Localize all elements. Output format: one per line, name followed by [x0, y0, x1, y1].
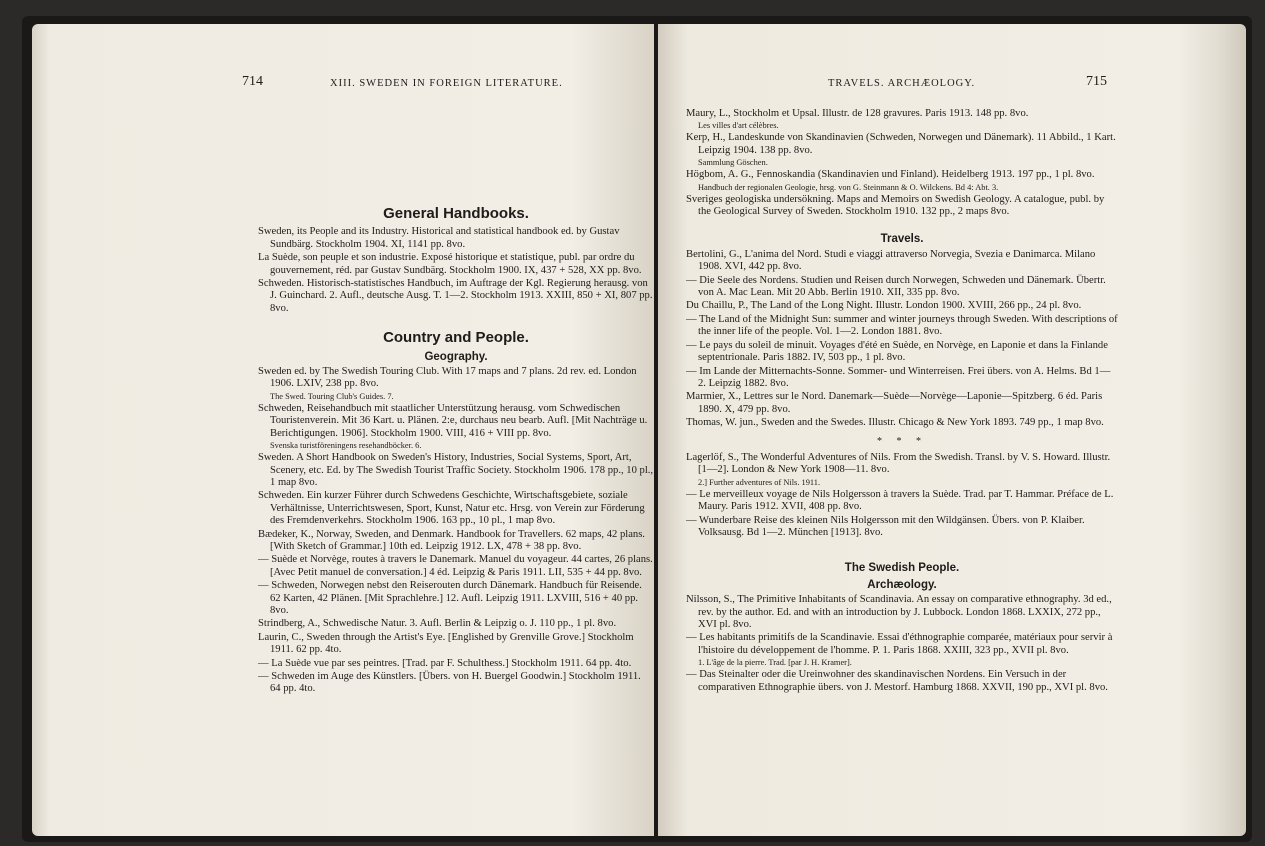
bib-entry: — Les habitants primitifs de la Scandinavie. Essai d'éthnographie comparée, matériaux pour servir à l'histoire du développement de l'homme. P. 1. Paris 1868. XXIII, 323 pp., XVII pl. 8vo. — [686, 632, 1113, 656]
bib-entry: Sveriges geologiska undersökning. Maps and Memoirs on Swedish Geology. A catalogue, publ. by the Geological Survey of Sweden. Stockholm 1910. 132 pp., 2 maps 8vo. — [686, 193, 1105, 218]
bib-entry: — Schweden im Auge des Künstlers. [Übers. von H. Buergel Goodwin.] Stockholm 1911. 64 pp. 4to. — [258, 671, 641, 695]
bib-entry: Sweden. A Short Handbook on Sweden's History, Industries, Social Systems, Sport, Art, Scenery, etc. Ed. by The Swedish Tourist Traffic Society. Stockholm 1906. 178 pp., 10 pl., 1 map 8vo. — [258, 452, 654, 488]
section-subheading: Archæology. — [867, 578, 937, 591]
series-note: 2.] Further adventures of Nils. 1911. — [698, 477, 821, 487]
bib-entry: — Das Steinalter oder die Ureinwohner des skandinavischen Nordens. Ein Versuch in der comparativen Ethnographie übers. von J. Mestorf. Hamburg 1868. XXVII, 190 pp., XVI pl. 8vo. — [686, 669, 1108, 693]
left-page-content — [258, 202, 654, 697]
section-heading: Country and People. — [383, 329, 529, 347]
bib-entry: — Suède et Norvège, routes à travers le Danemark. Manuel du voyageur. 44 cartes, 26 plans. [Avec Petit manuel de conversation.] 4 éd. Leipzig & Paris 1911. LII, 535 + 44 pp. 8vo. — [258, 554, 653, 578]
bib-entry: Strindberg, A., Schwedische Natur. 3. Aufl. Berlin & Leipzig o. J. 110 pp., 1 pl. 8vo. — [258, 618, 617, 630]
bib-entry: Kerp, H., Landeskunde von Skandinavien (Schweden, Norwegen und Dänemark). 11 Abbild., 1 Kart. Leipzig 1904. 138 pp. 8vo. — [686, 132, 1116, 156]
bib-entry: — Die Seele des Nordens. Studien und Reisen durch Norwegen, Schweden und Dänemark. Übertr. von A. Mac Lean. Mit 20 Abb. Berlin 1910. XII, 335 pp. 8vo. — [686, 274, 1106, 299]
page-number: 714 — [242, 74, 263, 89]
running-head: TRAVELS. ARCHÆOLOGY. — [828, 78, 976, 89]
book-spread — [22, 16, 1252, 842]
bib-entry: Thomas, W. jun., Sweden and the Swedes. Illustr. Chicago & New York 1893. 749 pp., 1 map 8vo. — [686, 417, 1104, 429]
section-separator: * * * — [877, 435, 927, 447]
bib-entry: Schweden. Historisch-statistisches Handbuch, im Auftrage der Kgl. Regierung herausg. von J. Guinchard. 2. Aufl., deutsche Ausg. T. 1—2. Stockholm 1913. XXIII, 850 + XI, 807 pp. 8vo. — [258, 278, 653, 314]
right-page-content — [686, 108, 1118, 695]
bib-entry: Högbom, A. G., Fennoskandia (Skandinavien und Finland). Heidelberg 1913. 197 pp., 1 pl. 8vo. — [686, 169, 1095, 181]
page-number: 715 — [1086, 74, 1107, 89]
series-note: The Swed. Touring Club's Guides. 7. — [270, 391, 394, 401]
bib-entry: — Im Lande der Mitternachts-Sonne. Sommer- und Winterreisen. Frei übers. von A. Helms. Bd 1—2. Leipzig 1882. 8vo. — [686, 365, 1111, 389]
bib-entry: Bertolini, G., L'anima del Nord. Studi e viaggi attraverso Norvegia, Svezia e Danimarca. Milano 1908. XVI, 442 pp. 8vo. — [686, 248, 1096, 273]
series-note: Sammlung Göschen. — [698, 158, 768, 168]
bib-entry: La Suède, son peuple et son industrie. Exposé historique et statistique, publ. par ordre du gouvernement, réd. par Gustav Sundbärg. Stockholm 1900. IX, 437 + 528, XX pp. 8vo. — [258, 252, 642, 276]
bib-entry: — La Suède vue par ses peintres. [Trad. par F. Schulthess.] Stockholm 1911. 64 pp. 4to. — [258, 657, 632, 669]
bib-entry: — Le pays du soleil de minuit. Voyages d'été en Suède, en Norvège, en Laponie et dans la Finlande septentrionale. Paris 1882. IV, 503 pp., 1 pl. 8vo. — [686, 339, 1108, 364]
bib-entry: Schweden, Reisehandbuch mit staatlicher Unterstützung herausg. vom Schwedischen Touristenverein. Mit 36 Kart. u. Plänen. 2:e, durchaus neu bearb. Aufl. [Mit Nachträge u. Berichtigungen. 1906]. Stockholm 1900. VIII, 416 + VIII pp. 8vo. — [258, 402, 648, 439]
series-note: Handbuch der regionalen Geologie, hrsg. von G. Steinmann & O. Wilckens. Bd 4: Abt. 3. — [698, 182, 999, 192]
bib-entry: Lagerlöf, S., The Wonderful Adventures of Nils. From the Swedish. Transl. by V. S. Howard. Illustr. [1—2]. London & New York 1908—11. 8vo. — [686, 451, 1111, 476]
bib-entry: — Le merveilleux voyage de Nils Holgersson à travers la Suède. Trad. par T. Hammar. Préface de L. Maury. Paris 1912. XVII, 408 pp. 8vo. — [686, 488, 1114, 513]
section-heading: The Swedish People. — [844, 562, 960, 575]
bib-entry: Maury, L., Stockholm et Upsal. Illustr. de 128 gravures. Paris 1913. 148 pp. 8vo. — [686, 108, 1029, 119]
bib-entry: Laurin, C., Sweden through the Artist's Eye. [Englished by Grenville Grove.] Stockholm 1911. 62 pp. 4to. — [258, 631, 634, 656]
right-page — [658, 24, 1246, 836]
section-subheading: Geography. — [424, 350, 488, 363]
bib-entry: Marmier, X., Lettres sur le Nord. Danemark—Suède—Norvège—Laponie—Spitzberg. 6 éd. Paris 1890. X, 479 pp. 8vo. — [686, 391, 1103, 415]
series-note: Les villes d'art célèbres. — [698, 121, 779, 131]
bib-entry: Schweden. Ein kurzer Führer durch Schwedens Geschichte, Wirtschaftsgebiete, soziale Verhältnisse, Unterrichtswesen, Sport, Kunst, Natur etc. Hrsg. von Verein zur Förderung des Fremdenverkehrs. Stockholm 1906. 163 pp., 10 pl., 1 map 8vo. — [258, 490, 645, 527]
bib-entry: — Wunderbare Reise des kleinen Nils Holgersson mit den Wildgänsen. Übers. von P. Klaiber. Volksausg. Bd 1—2. München [1913]. 8vo. — [686, 514, 1085, 538]
bib-entry: Nilsson, S., The Primitive Inhabitants of Scandinavia. An essay on comparative ethnography. 3d ed., rev. by the author. Ed. and with an introduction by J. Lubbock. London 1868. LXXIX, 272 pp., XVI pl. 8vo. — [686, 594, 1112, 630]
left-page — [32, 24, 654, 836]
series-note: Svenska turistföreningens resehandböcker. 6. — [270, 441, 422, 451]
bib-entry: Sweden, its People and its Industry. Historical and statistical handbook ed. by Gustav Sundbärg. Stockholm 1904. XI, 1141 pp. 8vo. — [258, 226, 620, 250]
bib-entry: Sweden ed. by The Swedish Touring Club. With 17 maps and 7 plans. 2d rev. ed. London 1906. LXIV, 238 pp. 8vo. — [258, 366, 637, 390]
bib-entry: Bædeker, K., Norway, Sweden, and Denmark. Handbook for Travellers. 62 maps, 42 plans. [With Sketch of Grammar.] 10th ed. Leipzig 1912. LX, 478 + 38 pp. 8vo. — [258, 528, 645, 552]
series-note: 1. L'âge de la pierre. Trad. [par J. H. Kramer]. — [698, 658, 852, 668]
bib-entry: — Schweden, Norwegen nebst den Reiserouten durch Dänemark. Handbuch für Reisende. 62 Karten, 42 Plänen. [Mit Sprachlehre.] 12. Aufl. Leipzig 1911. LXVIII, 516 + 40 pp. 8vo. — [258, 580, 642, 616]
section-heading: General Handbooks. — [383, 205, 529, 222]
running-head: XIII. SWEDEN IN FOREIGN LITERATURE. — [330, 78, 563, 89]
bib-entry: — The Land of the Midnight Sun: summer and winter journeys through Sweden. With descriptions of the inner life of the people. Vol. 1—2. London 1881. 8vo. — [686, 313, 1118, 338]
bib-entry: Du Chaillu, P., The Land of the Long Night. Illustr. London 1900. XVIII, 266 pp., 24 pl. 8vo. — [686, 300, 1082, 312]
section-heading: Travels. — [880, 233, 924, 246]
